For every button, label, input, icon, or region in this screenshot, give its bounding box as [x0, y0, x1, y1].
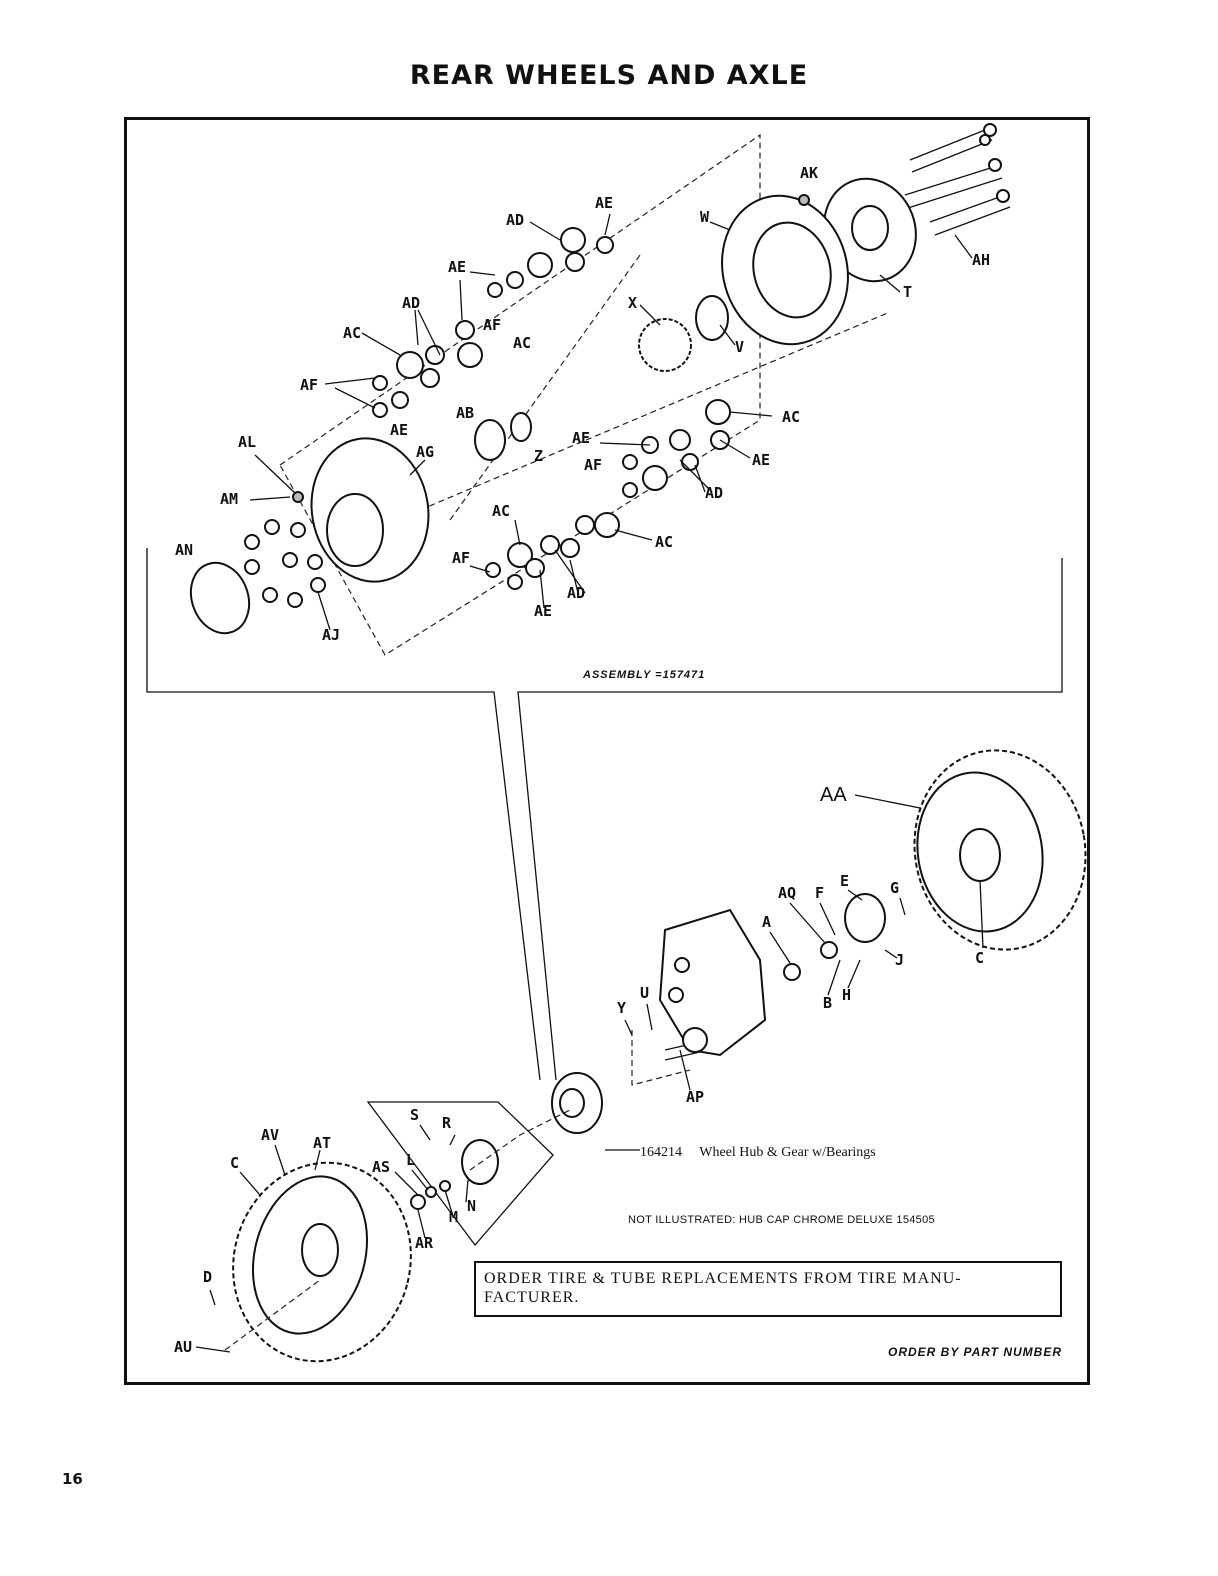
callout-ar: AR: [415, 1234, 434, 1252]
callout-ah: AH: [972, 251, 991, 269]
hub-164214: [552, 1073, 602, 1133]
callout-ap: AP: [686, 1088, 705, 1106]
callout-af: AF: [483, 316, 502, 334]
callout-aa: AA: [820, 784, 847, 806]
callout-ae: AE: [390, 421, 409, 439]
callout-ae: AE: [448, 258, 467, 276]
callout-aq: AQ: [778, 884, 797, 902]
callout-a: A: [762, 913, 772, 931]
assembly-label: ASSEMBLY =157471: [583, 669, 706, 681]
callout-av: AV: [261, 1126, 280, 1144]
callout-n: N: [467, 1197, 477, 1215]
washer-aq: [821, 942, 837, 958]
callout-y: Y: [617, 999, 627, 1017]
callout-au: AU: [174, 1338, 193, 1356]
callout-l: L: [406, 1151, 416, 1169]
callout-ac: AC: [513, 334, 532, 352]
callout-as: AS: [372, 1158, 391, 1176]
assembly-bracket-left: [147, 548, 540, 1080]
callout-af: AF: [584, 456, 603, 474]
hub-description: Wheel Hub & Gear w/Bearings: [699, 1145, 876, 1160]
callout-ac: AC: [492, 502, 511, 520]
callout-ab: AB: [456, 404, 475, 422]
callout-ae: AE: [595, 194, 614, 212]
callout-ak: AK: [800, 164, 819, 182]
callout-am: AM: [220, 490, 239, 508]
callout-ae: AE: [572, 429, 591, 447]
callout-ad: AD: [705, 484, 724, 502]
callout-m: M: [449, 1208, 459, 1226]
callout-f: F: [815, 884, 825, 902]
callout-ag: AG: [416, 443, 435, 461]
wheel-left: [211, 1143, 433, 1382]
callout-c: C: [975, 949, 985, 967]
order-by-part-number: ORDER BY PART NUMBER: [888, 1345, 1063, 1359]
callout-ae: AE: [534, 602, 553, 620]
part-ak: [799, 195, 809, 205]
wheel-right: [899, 737, 1101, 963]
hub-part-number: 164214: [640, 1145, 682, 1160]
callout-ad: AD: [506, 211, 525, 229]
callout-ac: AC: [782, 408, 801, 426]
ring-z: [511, 413, 531, 441]
callout-d: D: [203, 1268, 213, 1286]
page-number: 16: [62, 1470, 83, 1488]
callout-af: AF: [452, 549, 471, 567]
callout-al: AL: [238, 433, 257, 451]
callout-ad: AD: [567, 584, 586, 602]
callout-aj: AJ: [322, 626, 341, 644]
callout-r: R: [442, 1114, 452, 1132]
callout-s: S: [410, 1106, 420, 1124]
callout-b: B: [823, 994, 833, 1012]
bolts-ah: [905, 124, 1010, 235]
hub-n: [462, 1140, 498, 1184]
callout-at: AT: [313, 1134, 332, 1152]
washer-ab: [475, 420, 505, 460]
callout-ac: AC: [655, 533, 674, 551]
callout-v: V: [735, 338, 745, 356]
washer-a: [784, 964, 800, 980]
page-title: REAR WHEELS AND AXLE: [409, 60, 809, 91]
callout-e: E: [840, 872, 850, 890]
callout-c: C: [230, 1154, 240, 1172]
tire-order-line-1: ORDER TIRE & TUBE REPLACEMENTS FROM TIRE MANU-: [484, 1270, 962, 1287]
gear-x: [639, 319, 691, 371]
callout-ac: AC: [343, 324, 362, 342]
callout-an: AN: [175, 541, 194, 559]
callout-x: X: [628, 294, 638, 312]
callout-ae: AE: [752, 451, 771, 469]
hub-callout: [640, 1145, 876, 1161]
tire-order-note: [474, 1261, 1062, 1317]
transmission-case: [660, 910, 765, 1060]
callout-g: G: [890, 879, 900, 897]
callout-w: W: [700, 208, 710, 226]
callout-j: J: [895, 951, 905, 969]
callout-af: AF: [300, 376, 319, 394]
tire-order-line-2: FACTURER.: [484, 1289, 580, 1306]
callout-h: H: [842, 986, 852, 1004]
callout-t: T: [903, 283, 913, 301]
callout-z: Z: [534, 447, 544, 465]
callout-u: U: [640, 984, 650, 1002]
callout-ad: AD: [402, 294, 421, 312]
washer-v: [696, 296, 728, 340]
hub-e: [845, 894, 885, 942]
not-illustrated-note: NOT ILLUSTRATED: HUB CAP CHROME DELUXE 154505: [628, 1214, 935, 1226]
